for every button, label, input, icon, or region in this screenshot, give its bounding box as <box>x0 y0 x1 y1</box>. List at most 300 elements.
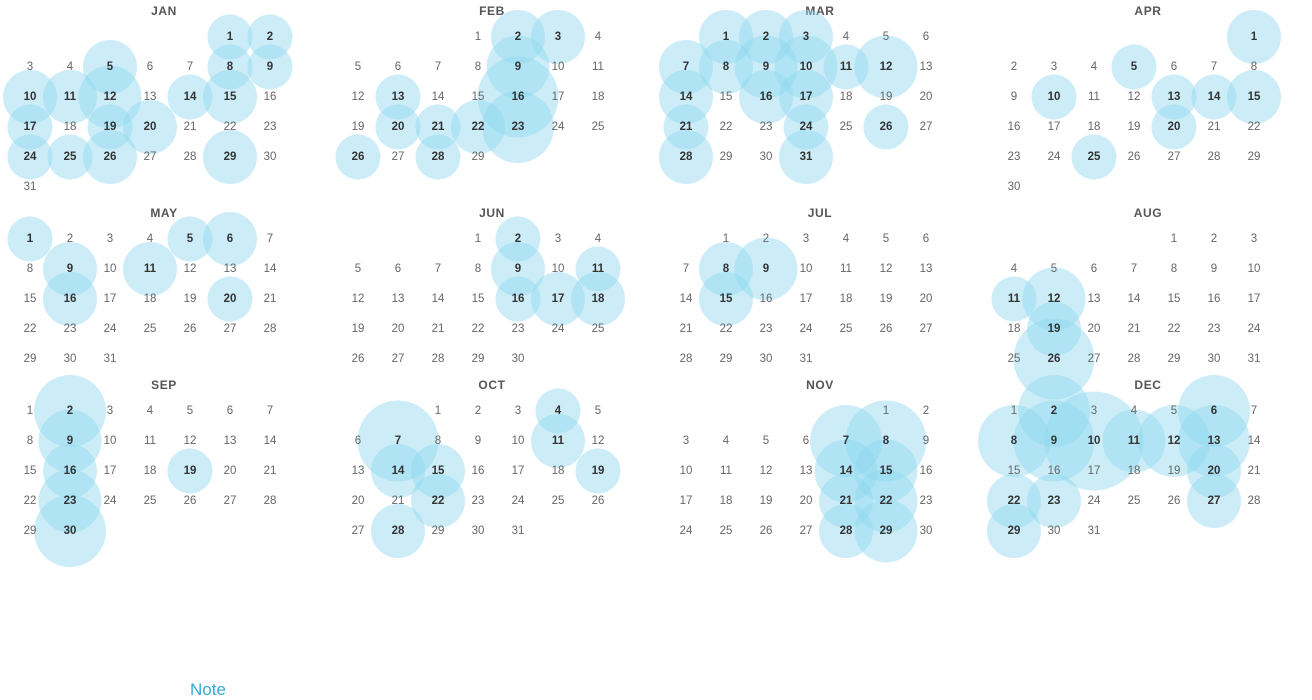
day-cell[interactable] <box>343 426 373 456</box>
day-cell[interactable] <box>463 516 493 546</box>
day-cell[interactable] <box>911 396 941 426</box>
day-cell[interactable] <box>95 396 125 426</box>
day-cell[interactable] <box>175 314 205 344</box>
day-cell[interactable] <box>711 284 741 314</box>
day-cell[interactable] <box>1079 112 1109 142</box>
day-cell[interactable] <box>135 82 165 112</box>
day-cell[interactable] <box>423 516 453 546</box>
day-cell[interactable] <box>1239 344 1269 374</box>
day-cell[interactable] <box>463 486 493 516</box>
day-cell[interactable] <box>255 22 285 52</box>
day-cell[interactable] <box>55 314 85 344</box>
day-cell[interactable] <box>831 516 861 546</box>
day-cell[interactable] <box>1119 486 1149 516</box>
day-cell[interactable] <box>711 344 741 374</box>
day-cell[interactable] <box>215 142 245 172</box>
day-cell[interactable] <box>383 344 413 374</box>
day-cell[interactable] <box>383 142 413 172</box>
day-cell[interactable] <box>791 314 821 344</box>
day-cell[interactable] <box>383 516 413 546</box>
day-cell[interactable] <box>1239 426 1269 456</box>
day-cell[interactable] <box>583 224 613 254</box>
day-cell[interactable] <box>215 82 245 112</box>
day-cell[interactable] <box>751 456 781 486</box>
day-cell[interactable] <box>135 142 165 172</box>
day-cell[interactable] <box>503 22 533 52</box>
day-cell[interactable] <box>1239 82 1269 112</box>
day-cell[interactable] <box>999 82 1029 112</box>
day-cell[interactable] <box>543 314 573 344</box>
day-cell[interactable] <box>911 456 941 486</box>
day-cell[interactable] <box>343 456 373 486</box>
day-cell[interactable] <box>175 52 205 82</box>
day-cell[interactable] <box>791 112 821 142</box>
day-cell[interactable] <box>791 486 821 516</box>
day-cell[interactable] <box>255 396 285 426</box>
day-cell[interactable] <box>711 314 741 344</box>
day-cell[interactable] <box>343 112 373 142</box>
day-cell[interactable] <box>1079 396 1109 426</box>
day-cell[interactable] <box>383 284 413 314</box>
day-cell[interactable] <box>999 142 1029 172</box>
day-cell[interactable] <box>95 82 125 112</box>
day-cell[interactable] <box>255 82 285 112</box>
day-cell[interactable] <box>791 344 821 374</box>
day-cell[interactable] <box>671 426 701 456</box>
day-cell[interactable] <box>463 82 493 112</box>
day-cell[interactable] <box>1079 314 1109 344</box>
day-cell[interactable] <box>175 456 205 486</box>
day-cell[interactable] <box>503 254 533 284</box>
day-cell[interactable] <box>1159 52 1189 82</box>
note-label[interactable]: Note <box>190 680 226 699</box>
day-cell[interactable] <box>831 426 861 456</box>
day-cell[interactable] <box>95 142 125 172</box>
day-cell[interactable] <box>999 254 1029 284</box>
day-cell[interactable] <box>343 254 373 284</box>
day-cell[interactable] <box>423 456 453 486</box>
day-cell[interactable] <box>831 314 861 344</box>
day-cell[interactable] <box>503 426 533 456</box>
day-cell[interactable] <box>1239 52 1269 82</box>
day-cell[interactable] <box>55 254 85 284</box>
day-cell[interactable] <box>255 456 285 486</box>
day-cell[interactable] <box>55 396 85 426</box>
day-cell[interactable] <box>999 426 1029 456</box>
day-cell[interactable] <box>423 254 453 284</box>
day-cell[interactable] <box>423 314 453 344</box>
day-cell[interactable] <box>55 284 85 314</box>
day-cell[interactable] <box>383 112 413 142</box>
day-cell[interactable] <box>55 52 85 82</box>
day-cell[interactable] <box>383 52 413 82</box>
day-cell[interactable] <box>791 254 821 284</box>
day-cell[interactable] <box>343 344 373 374</box>
day-cell[interactable] <box>95 284 125 314</box>
day-cell[interactable] <box>831 22 861 52</box>
day-cell[interactable] <box>383 314 413 344</box>
day-cell[interactable] <box>911 486 941 516</box>
day-cell[interactable] <box>1159 112 1189 142</box>
day-cell[interactable] <box>1039 142 1069 172</box>
day-cell[interactable] <box>343 516 373 546</box>
day-cell[interactable] <box>871 426 901 456</box>
day-cell[interactable] <box>791 224 821 254</box>
day-cell[interactable] <box>543 396 573 426</box>
day-cell[interactable] <box>751 516 781 546</box>
day-cell[interactable] <box>1039 426 1069 456</box>
day-cell[interactable] <box>215 52 245 82</box>
day-cell[interactable] <box>751 254 781 284</box>
day-cell[interactable] <box>423 142 453 172</box>
day-cell[interactable] <box>1159 224 1189 254</box>
day-cell[interactable] <box>791 516 821 546</box>
day-cell[interactable] <box>55 344 85 374</box>
day-cell[interactable] <box>831 284 861 314</box>
day-cell[interactable] <box>1119 314 1149 344</box>
day-cell[interactable] <box>215 426 245 456</box>
day-cell[interactable] <box>583 254 613 284</box>
day-cell[interactable] <box>791 22 821 52</box>
day-cell[interactable] <box>671 516 701 546</box>
day-cell[interactable] <box>671 284 701 314</box>
day-cell[interactable] <box>95 456 125 486</box>
day-cell[interactable] <box>1079 142 1109 172</box>
day-cell[interactable] <box>1159 142 1189 172</box>
day-cell[interactable] <box>135 396 165 426</box>
day-cell[interactable] <box>1239 112 1269 142</box>
day-cell[interactable] <box>15 456 45 486</box>
day-cell[interactable] <box>751 284 781 314</box>
day-cell[interactable] <box>503 284 533 314</box>
day-cell[interactable] <box>543 52 573 82</box>
day-cell[interactable] <box>463 52 493 82</box>
day-cell[interactable] <box>1159 426 1189 456</box>
day-cell[interactable] <box>583 284 613 314</box>
day-cell[interactable] <box>911 426 941 456</box>
day-cell[interactable] <box>583 426 613 456</box>
day-cell[interactable] <box>255 112 285 142</box>
day-cell[interactable] <box>463 254 493 284</box>
day-cell[interactable] <box>463 112 493 142</box>
day-cell[interactable] <box>999 284 1029 314</box>
day-cell[interactable] <box>383 82 413 112</box>
day-cell[interactable] <box>175 396 205 426</box>
day-cell[interactable] <box>1119 344 1149 374</box>
day-cell[interactable] <box>791 52 821 82</box>
day-cell[interactable] <box>135 52 165 82</box>
day-cell[interactable] <box>711 224 741 254</box>
day-cell[interactable] <box>215 112 245 142</box>
day-cell[interactable] <box>423 396 453 426</box>
day-cell[interactable] <box>711 456 741 486</box>
day-cell[interactable] <box>871 396 901 426</box>
day-cell[interactable] <box>343 314 373 344</box>
day-cell[interactable] <box>1199 142 1229 172</box>
day-cell[interactable] <box>999 344 1029 374</box>
day-cell[interactable] <box>543 456 573 486</box>
day-cell[interactable] <box>911 284 941 314</box>
day-cell[interactable] <box>463 22 493 52</box>
day-cell[interactable] <box>503 516 533 546</box>
day-cell[interactable] <box>711 112 741 142</box>
day-cell[interactable] <box>1119 284 1149 314</box>
day-cell[interactable] <box>215 396 245 426</box>
day-cell[interactable] <box>1079 516 1109 546</box>
day-cell[interactable] <box>911 22 941 52</box>
day-cell[interactable] <box>711 52 741 82</box>
day-cell[interactable] <box>871 82 901 112</box>
day-cell[interactable] <box>255 224 285 254</box>
day-cell[interactable] <box>423 486 453 516</box>
day-cell[interactable] <box>175 224 205 254</box>
day-cell[interactable] <box>543 254 573 284</box>
day-cell[interactable] <box>215 254 245 284</box>
day-cell[interactable] <box>15 52 45 82</box>
day-cell[interactable] <box>15 82 45 112</box>
day-cell[interactable] <box>1239 314 1269 344</box>
day-cell[interactable] <box>583 112 613 142</box>
day-cell[interactable] <box>831 486 861 516</box>
day-cell[interactable] <box>1239 284 1269 314</box>
day-cell[interactable] <box>583 456 613 486</box>
day-cell[interactable] <box>1079 52 1109 82</box>
day-cell[interactable] <box>1119 254 1149 284</box>
day-cell[interactable] <box>255 284 285 314</box>
day-cell[interactable] <box>1079 344 1109 374</box>
day-cell[interactable] <box>1039 456 1069 486</box>
day-cell[interactable] <box>871 254 901 284</box>
day-cell[interactable] <box>911 254 941 284</box>
day-cell[interactable] <box>831 52 861 82</box>
day-cell[interactable] <box>1039 254 1069 284</box>
day-cell[interactable] <box>671 314 701 344</box>
day-cell[interactable] <box>1119 112 1149 142</box>
day-cell[interactable] <box>503 314 533 344</box>
day-cell[interactable] <box>343 52 373 82</box>
day-cell[interactable] <box>871 52 901 82</box>
day-cell[interactable] <box>423 426 453 456</box>
day-cell[interactable] <box>751 486 781 516</box>
day-cell[interactable] <box>463 142 493 172</box>
day-cell[interactable] <box>1239 486 1269 516</box>
day-cell[interactable] <box>215 486 245 516</box>
day-cell[interactable] <box>15 344 45 374</box>
day-cell[interactable] <box>503 82 533 112</box>
day-cell[interactable] <box>543 82 573 112</box>
day-cell[interactable] <box>543 112 573 142</box>
day-cell[interactable] <box>463 426 493 456</box>
day-cell[interactable] <box>791 456 821 486</box>
day-cell[interactable] <box>1199 314 1229 344</box>
day-cell[interactable] <box>711 426 741 456</box>
day-cell[interactable] <box>751 52 781 82</box>
day-cell[interactable] <box>55 486 85 516</box>
day-cell[interactable] <box>215 284 245 314</box>
day-cell[interactable] <box>1199 224 1229 254</box>
day-cell[interactable] <box>1199 82 1229 112</box>
day-cell[interactable] <box>1159 314 1189 344</box>
day-cell[interactable] <box>831 456 861 486</box>
day-cell[interactable] <box>15 112 45 142</box>
day-cell[interactable] <box>911 112 941 142</box>
day-cell[interactable] <box>751 344 781 374</box>
day-cell[interactable] <box>1119 52 1149 82</box>
day-cell[interactable] <box>543 284 573 314</box>
day-cell[interactable] <box>423 52 453 82</box>
day-cell[interactable] <box>1079 284 1109 314</box>
day-cell[interactable] <box>175 284 205 314</box>
day-cell[interactable] <box>15 254 45 284</box>
day-cell[interactable] <box>911 52 941 82</box>
day-cell[interactable] <box>135 112 165 142</box>
day-cell[interactable] <box>1079 426 1109 456</box>
day-cell[interactable] <box>255 142 285 172</box>
day-cell[interactable] <box>95 254 125 284</box>
day-cell[interactable] <box>671 82 701 112</box>
day-cell[interactable] <box>175 112 205 142</box>
day-cell[interactable] <box>999 516 1029 546</box>
day-cell[interactable] <box>15 284 45 314</box>
day-cell[interactable] <box>343 82 373 112</box>
day-cell[interactable] <box>1239 254 1269 284</box>
day-cell[interactable] <box>1119 456 1149 486</box>
day-cell[interactable] <box>1199 344 1229 374</box>
day-cell[interactable] <box>711 254 741 284</box>
day-cell[interactable] <box>791 142 821 172</box>
day-cell[interactable] <box>343 142 373 172</box>
day-cell[interactable] <box>463 314 493 344</box>
day-cell[interactable] <box>1239 396 1269 426</box>
day-cell[interactable] <box>255 52 285 82</box>
day-cell[interactable] <box>383 426 413 456</box>
day-cell[interactable] <box>871 284 901 314</box>
day-cell[interactable] <box>583 396 613 426</box>
day-cell[interactable] <box>1039 52 1069 82</box>
day-cell[interactable] <box>871 314 901 344</box>
day-cell[interactable] <box>1079 486 1109 516</box>
day-cell[interactable] <box>1199 486 1229 516</box>
day-cell[interactable] <box>1199 112 1229 142</box>
day-cell[interactable] <box>135 284 165 314</box>
day-cell[interactable] <box>583 82 613 112</box>
day-cell[interactable] <box>1159 396 1189 426</box>
day-cell[interactable] <box>255 486 285 516</box>
day-cell[interactable] <box>55 112 85 142</box>
day-cell[interactable] <box>1079 456 1109 486</box>
day-cell[interactable] <box>95 486 125 516</box>
day-cell[interactable] <box>871 224 901 254</box>
day-cell[interactable] <box>15 486 45 516</box>
day-cell[interactable] <box>1039 314 1069 344</box>
day-cell[interactable] <box>831 224 861 254</box>
day-cell[interactable] <box>911 82 941 112</box>
day-cell[interactable] <box>1199 426 1229 456</box>
day-cell[interactable] <box>95 314 125 344</box>
day-cell[interactable] <box>791 426 821 456</box>
day-cell[interactable] <box>15 172 45 202</box>
day-cell[interactable] <box>503 344 533 374</box>
day-cell[interactable] <box>711 486 741 516</box>
day-cell[interactable] <box>711 82 741 112</box>
day-cell[interactable] <box>15 224 45 254</box>
day-cell[interactable] <box>95 344 125 374</box>
day-cell[interactable] <box>215 224 245 254</box>
day-cell[interactable] <box>583 52 613 82</box>
day-cell[interactable] <box>383 486 413 516</box>
day-cell[interactable] <box>1039 344 1069 374</box>
day-cell[interactable] <box>383 456 413 486</box>
day-cell[interactable] <box>55 516 85 546</box>
day-cell[interactable] <box>463 396 493 426</box>
day-cell[interactable] <box>175 142 205 172</box>
day-cell[interactable] <box>1119 426 1149 456</box>
day-cell[interactable] <box>1159 254 1189 284</box>
day-cell[interactable] <box>463 284 493 314</box>
day-cell[interactable] <box>671 486 701 516</box>
day-cell[interactable] <box>751 426 781 456</box>
day-cell[interactable] <box>15 426 45 456</box>
day-cell[interactable] <box>1119 82 1149 112</box>
day-cell[interactable] <box>671 142 701 172</box>
day-cell[interactable] <box>583 22 613 52</box>
day-cell[interactable] <box>543 426 573 456</box>
day-cell[interactable] <box>1199 52 1229 82</box>
day-cell[interactable] <box>543 224 573 254</box>
day-cell[interactable] <box>95 52 125 82</box>
day-cell[interactable] <box>503 396 533 426</box>
day-cell[interactable] <box>255 426 285 456</box>
day-cell[interactable] <box>503 486 533 516</box>
day-cell[interactable] <box>15 396 45 426</box>
day-cell[interactable] <box>1159 344 1189 374</box>
day-cell[interactable] <box>1119 396 1149 426</box>
day-cell[interactable] <box>831 112 861 142</box>
day-cell[interactable] <box>1199 284 1229 314</box>
day-cell[interactable] <box>751 22 781 52</box>
day-cell[interactable] <box>1239 142 1269 172</box>
day-cell[interactable] <box>999 172 1029 202</box>
day-cell[interactable] <box>1039 486 1069 516</box>
day-cell[interactable] <box>999 314 1029 344</box>
day-cell[interactable] <box>255 254 285 284</box>
day-cell[interactable] <box>711 142 741 172</box>
day-cell[interactable] <box>999 396 1029 426</box>
day-cell[interactable] <box>1039 82 1069 112</box>
day-cell[interactable] <box>135 254 165 284</box>
day-cell[interactable] <box>503 52 533 82</box>
day-cell[interactable] <box>751 112 781 142</box>
day-cell[interactable] <box>999 112 1029 142</box>
day-cell[interactable] <box>543 22 573 52</box>
day-cell[interactable] <box>671 344 701 374</box>
day-cell[interactable] <box>423 344 453 374</box>
day-cell[interactable] <box>831 254 861 284</box>
day-cell[interactable] <box>55 82 85 112</box>
day-cell[interactable] <box>999 52 1029 82</box>
day-cell[interactable] <box>831 82 861 112</box>
day-cell[interactable] <box>135 426 165 456</box>
day-cell[interactable] <box>463 456 493 486</box>
day-cell[interactable] <box>15 314 45 344</box>
day-cell[interactable] <box>135 486 165 516</box>
day-cell[interactable] <box>871 22 901 52</box>
day-cell[interactable] <box>175 486 205 516</box>
day-cell[interactable] <box>1239 224 1269 254</box>
day-cell[interactable] <box>1159 284 1189 314</box>
day-cell[interactable] <box>503 112 533 142</box>
day-cell[interactable] <box>671 112 701 142</box>
